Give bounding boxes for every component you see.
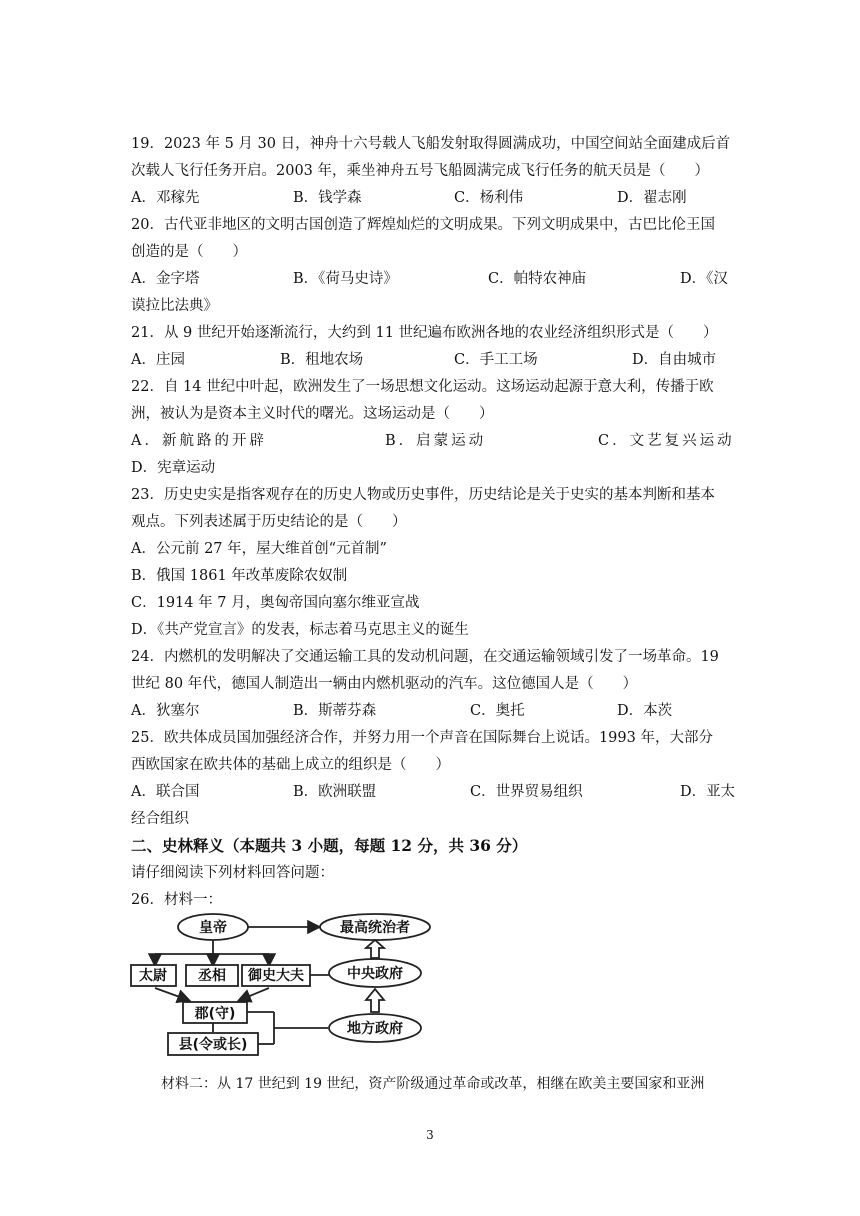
- q20-option-c: C．帕特农神庙: [488, 271, 587, 287]
- q20-option-d-continued: 谟拉比法典》: [131, 298, 218, 314]
- q24-stem-line1: 24．内燃机的发明解决了交通运输工具的发动机问题，在交通运输领域引发了一场革命。19: [131, 649, 719, 665]
- q25-option-a: A．联合国: [131, 784, 200, 800]
- q19-stem-line1: 19．2023 年 5 月 30 日，神舟十六号载人飞船发射取得圆满成功，中国空间站全面建成后首: [131, 136, 731, 152]
- q22-option-b: B．启蒙运动: [385, 433, 487, 449]
- section-instruction: 请仔细阅读下列材料回答问题：: [131, 865, 334, 881]
- q24-option-c: C．奥托: [470, 703, 525, 719]
- q24-stem-line2: 世纪 80 年代，德国人制造出一辆由内燃机驱动的汽车。这位德国人是（ ）: [131, 676, 638, 692]
- q22-option-d: D．宪章运动: [131, 460, 216, 476]
- q25-option-b: B．欧洲联盟: [293, 784, 377, 800]
- q24-option-d: D．本茨: [617, 703, 673, 719]
- q23-option-c: C．1914 年 7 月，奥匈帝国向塞尔维亚宣战: [131, 595, 420, 611]
- q21-option-c: C．手工工场: [454, 352, 538, 368]
- local-gov-label: 地方政府: [347, 1021, 403, 1037]
- q20-option-d: D．《汉: [680, 271, 728, 287]
- central-gov-label: 中央政府: [347, 966, 403, 982]
- q19-option-d: D．翟志刚: [617, 190, 687, 206]
- q25-option-d: D．亚太: [680, 784, 736, 800]
- q22-option-a: A．新航路的开辟: [131, 433, 267, 449]
- q20-stem-line1: 20．古代亚非地区的文明古国创造了辉煌灿烂的文明成果。下列文明成果中，古巴比伦王国: [131, 217, 715, 233]
- q21-option-b: B．租地农场: [280, 352, 364, 368]
- supreme-ruler-label: 最高统治者: [340, 920, 410, 936]
- q23-stem-line2: 观点。下列表述属于历史结论的是（ ）: [131, 514, 407, 530]
- q23-option-d: D．《共产党宣言》的发表，标志着马克思主义的诞生: [131, 622, 469, 638]
- government-structure-diagram: [128, 908, 452, 1060]
- taiwei-label: 太尉: [139, 968, 167, 984]
- q25-option-c: C．世界贸易组织: [470, 784, 583, 800]
- q20-option-b: B．《荷马史诗》: [293, 271, 398, 287]
- q19-option-c: C．杨利伟: [454, 190, 524, 206]
- page-number: 3: [426, 1128, 434, 1142]
- commandery-label: 郡(守): [194, 1006, 236, 1022]
- q20-option-a: A．金字塔: [131, 271, 200, 287]
- q22-option-c: C．文艺复兴运动: [598, 433, 735, 449]
- q23-option-a: A．公元前 27 年，屋大维首创“元首制”: [131, 541, 387, 557]
- section-heading: 二、史林释义（本题共 3 小题，每题 12 分，共 36 分）: [131, 836, 528, 855]
- q24-option-a: A．狄塞尔: [131, 703, 200, 719]
- yushi-label: 御史大夫: [248, 968, 304, 984]
- county-label: 县(令或长): [178, 1037, 248, 1053]
- chengxiang-label: 丞相: [198, 968, 226, 984]
- q19-stem-line2: 次载人飞行任务开启。2003 年，乘坐神舟五号飞船圆满完成飞行任务的航天员是（ ）: [131, 163, 710, 179]
- q25-stem-line2: 西欧国家在欧共体的基础上成立的组织是（ ）: [131, 757, 450, 773]
- q26-material2-line1: 材料二：从 17 世纪到 19 世纪，资产阶级通过革命或改革，相继在欧美主要国家和亚洲: [161, 1076, 705, 1092]
- q26-material1-label: 26．材料一：: [131, 892, 222, 908]
- q20-stem-line2: 创造的是（ ）: [131, 244, 247, 260]
- q23-option-b: B．俄国 1861 年改革废除农奴制: [131, 568, 348, 584]
- q21-option-d: D．自由城市: [632, 352, 717, 368]
- emperor-label: 皇帝: [199, 920, 227, 936]
- q19-option-b: B．钱学森: [293, 190, 362, 206]
- q22-stem-line1: 22．自 14 世纪中叶起，欧洲发生了一场思想文化运动。这场运动起源于意大利，传播于欧: [131, 379, 714, 395]
- q21-stem-line1: 21．从 9 世纪开始逐渐流行，大约到 11 世纪遍布欧洲各地的农业经济组织形式是（ ）: [131, 325, 718, 341]
- q25-option-d-continued: 经合组织: [131, 811, 189, 827]
- q21-option-a: A．庄园: [131, 352, 185, 368]
- q19-option-a: A．邓稼先: [131, 190, 200, 206]
- q25-stem-line1: 25．欧共体成员国加强经济合作，并努力用一个声音在国际舞台上说话。1993 年，大部分: [131, 730, 713, 746]
- q22-stem-line2: 洲，被认为是资本主义时代的曙光。这场运动是（ ）: [131, 406, 494, 422]
- q23-stem-line1: 23．历史史实是指客观存在的历史人物或历史事件，历史结论是关于史实的基本判断和基本: [131, 487, 715, 503]
- q24-option-b: B．斯蒂芬森: [293, 703, 377, 719]
